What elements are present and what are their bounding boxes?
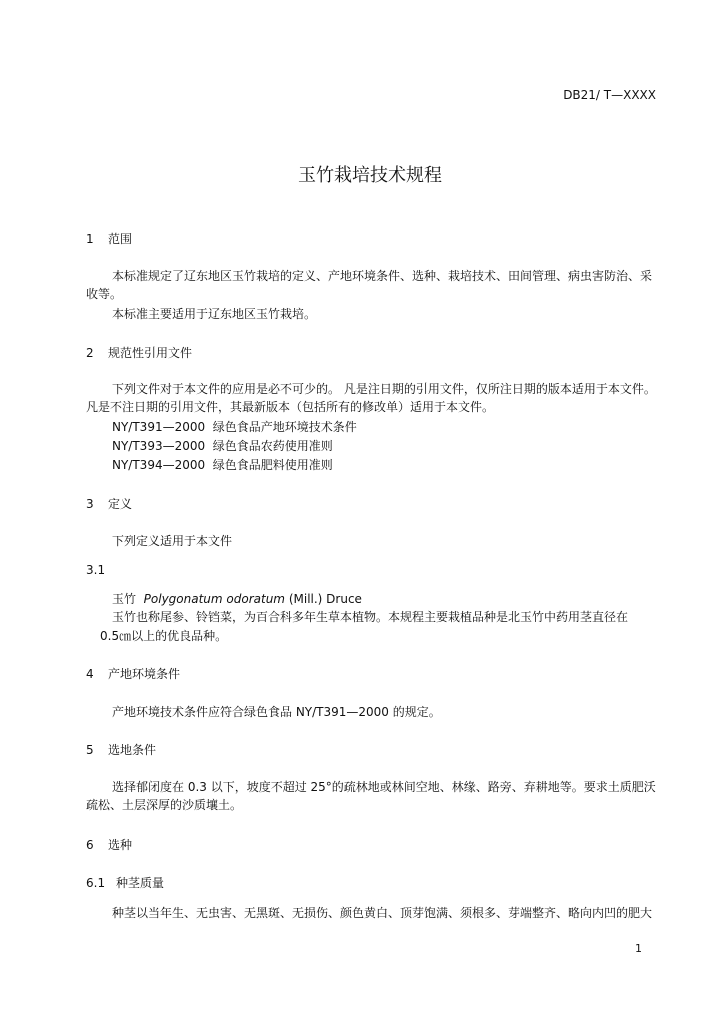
term-line (112, 590, 362, 608)
section-5-heading (86, 741, 156, 759)
section-6-heading (86, 836, 132, 854)
section-number: 6.1 (86, 876, 106, 890)
section-1-heading (86, 230, 132, 248)
section-number: 3 (86, 497, 94, 511)
section-6-1-heading (86, 874, 164, 892)
section-3-1-heading: 3.1 (86, 563, 106, 577)
reference-code: NY/T391—2000 (112, 420, 206, 434)
section-title: 规范性引用文件 (108, 346, 193, 360)
section-number: 4 (86, 667, 94, 681)
section-4-heading (86, 665, 180, 683)
section-3-heading (86, 495, 132, 513)
document-title: 玉竹栽培技术规程 (298, 165, 442, 186)
section-2-heading (86, 344, 192, 362)
section-5-paragraph-1: 选择郁闭度在 0.3 以下，坡度不超过 25°的疏林地或林间空地、林缘、路旁、弃耕地等。要求土质肥沃疏松、土层深厚的沙质壤土。 (86, 780, 656, 812)
section-number: 6 (86, 838, 94, 852)
reference-item (112, 456, 333, 474)
document-code: DB21/ T—XXXX (563, 88, 656, 102)
term-definition-line-1: 玉竹也称尾参、铃铛菜，为百合科多年生草本植物。本规程主要栽植品种是北玉竹中药用茎直径在 (112, 610, 629, 624)
reference-name: 绿色食品肥料使用准则 (212, 458, 333, 472)
term-definition-line-2: 0.5㎝以上的优良品种。 (100, 629, 228, 643)
reference-item (112, 437, 333, 455)
reference-name: 绿色食品产地环境技术条件 (212, 420, 357, 434)
section-title: 产地环境条件 (108, 667, 181, 681)
term-name: 玉竹 (112, 592, 137, 606)
reference-name: 绿色食品农药使用准则 (212, 439, 333, 453)
reference-code: NY/T394—2000 (112, 458, 206, 472)
reference-code: NY/T393—2000 (112, 439, 206, 453)
page-number: 1 (635, 942, 642, 955)
section-1-paragraph-1: 本标准规定了辽东地区玉竹栽培的定义、产地环境条件、选种、栽培技术、田间管理、病虫害防治、采收等。 (86, 269, 653, 301)
section-title: 选种 (108, 838, 133, 852)
section-title: 选地条件 (108, 743, 157, 757)
term-author: (Mill.) Druce (288, 592, 362, 606)
section-3-paragraph-1: 下列定义适用于本文件 (112, 534, 233, 548)
section-title: 范围 (108, 232, 133, 246)
section-number: 1 (86, 232, 94, 246)
reference-item (112, 418, 357, 436)
section-6-1-paragraph-1: 种茎以当年生、无虫害、无黑斑、无损伤、颜色黄白、顶芽饱满、须根多、芽端整齐、略向内凹的肥大 (112, 906, 653, 920)
section-4-paragraph-1: 产地环境技术条件应符合绿色食品 NY/T391—2000 的规定。 (112, 705, 441, 719)
section-number: 2 (86, 346, 94, 360)
section-title: 种茎质量 (116, 876, 165, 890)
term-latin-name: Polygonatum odoratum (143, 592, 285, 606)
section-number: 5 (86, 743, 94, 757)
section-title: 定义 (108, 497, 133, 511)
section-2-paragraph-1: 下列文件对于本文件的应用是必不可少的。 凡是注日期的引用文件，仅所注日期的版本适用于本文件。凡是不注日期的引用文件，其最新版本（包括所有的修改单）适用于本文件。 (86, 382, 656, 414)
section-1-paragraph-2: 本标准主要适用于辽东地区玉竹栽培。 (112, 307, 317, 321)
